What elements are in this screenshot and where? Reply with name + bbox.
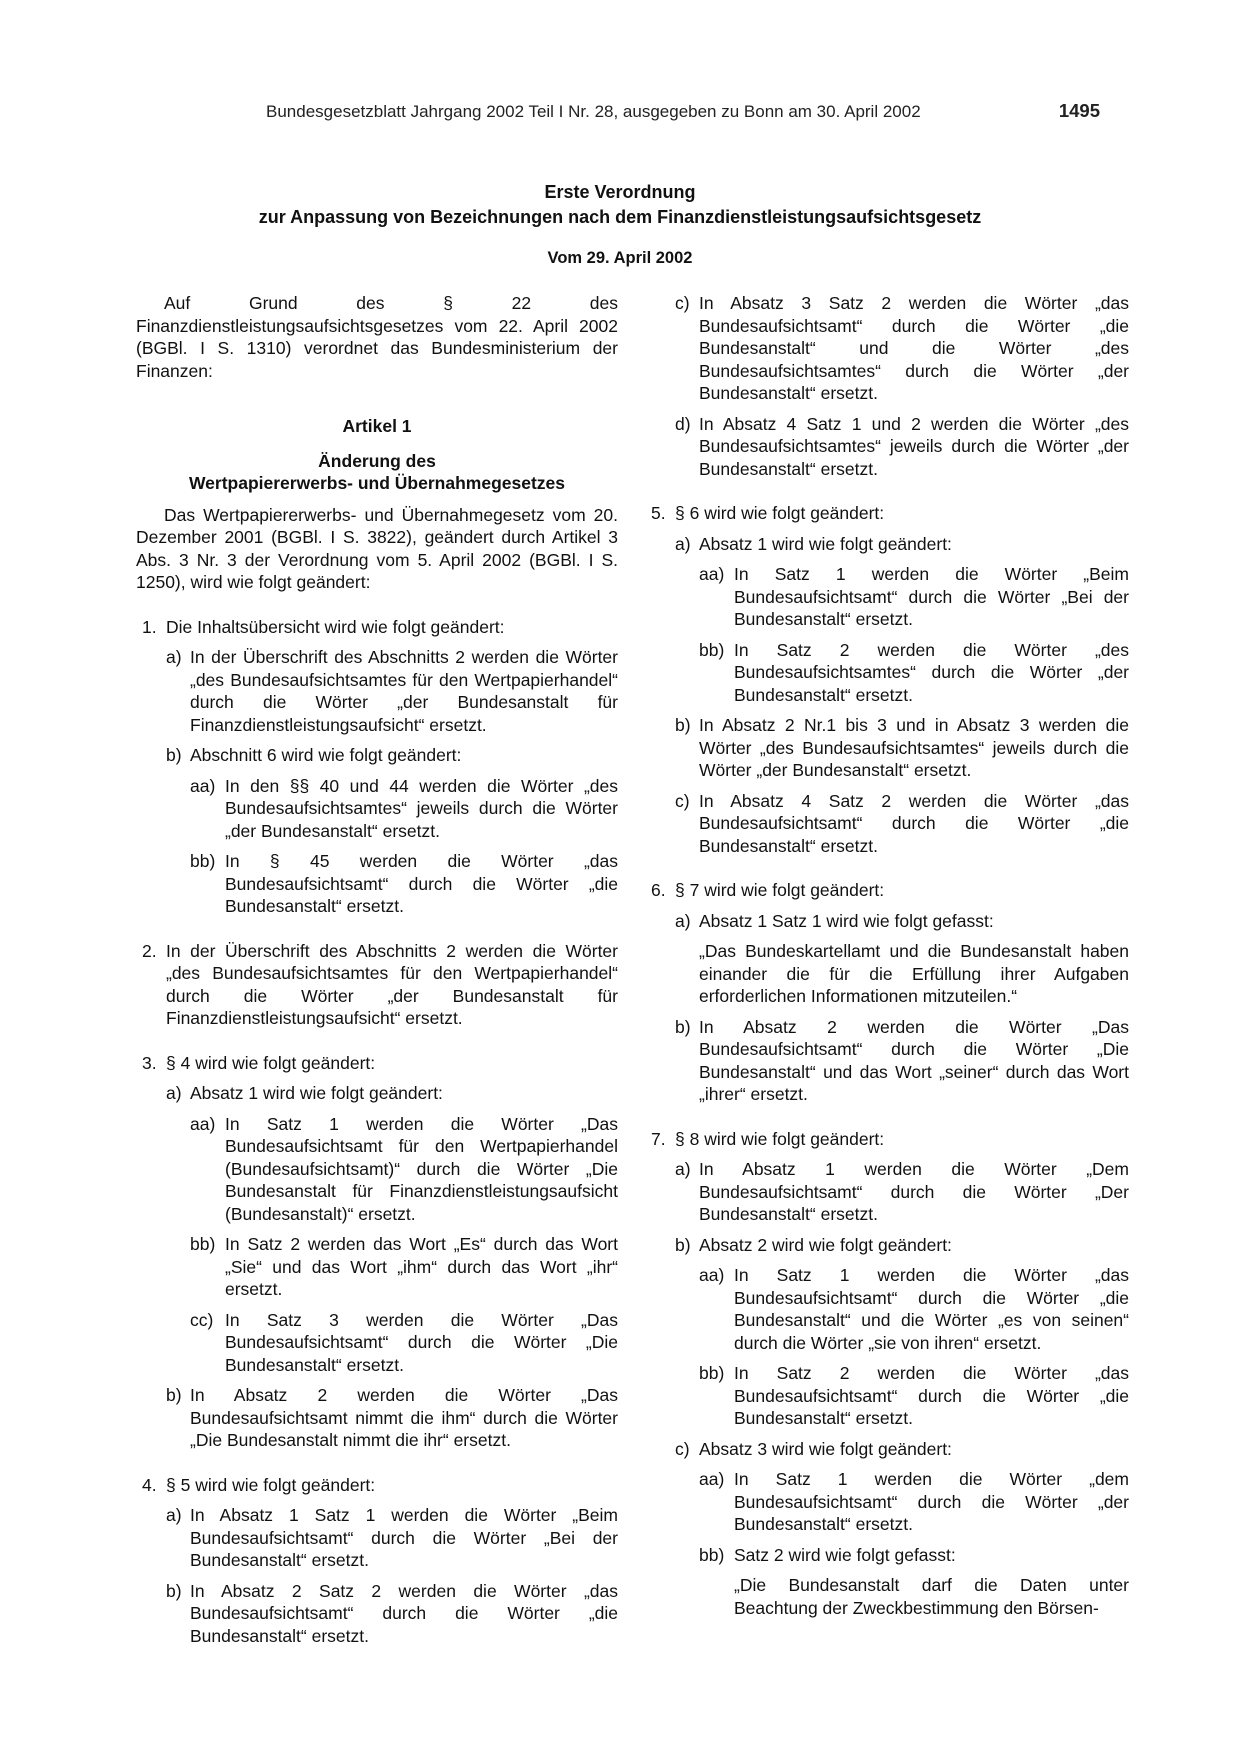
right-column (645, 292, 1129, 1619)
list-item-text: In Satz 2 werden das Wort „Es“ durch das Wort „Sie“ und das Wort „ihm“ durch das Wort „ihr“ ersetzt. (225, 1234, 618, 1299)
list-item (136, 744, 618, 767)
list-item-text: In der Überschrift des Abschnitts 2 werden die Wörter „des Bundesaufsichtsamtes für den Wertpapierhandel“ durch die Wörter „der Bundesanstalt für Finanzdienstleistungsaufsicht“ ersetzt. (166, 940, 618, 1028)
list-item-label: a) (675, 1159, 691, 1179)
list-item-label: bb) (699, 1544, 725, 1565)
article-subheading (136, 450, 618, 495)
list-item-text: Absatz 2 wird wie folgt geändert: (699, 1234, 952, 1255)
article-intro: Das Wertpapiererwerbs- und Übernahmegesetz vom 20. Dezember 2001 (BGBl. I S. 3822), geändert durch Artikel 3 Abs. 3 Nr. 3 der Verordnung vom 5. April 2002 (BGBl. I S. 1250), wird wie folgt geändert: (136, 504, 618, 592)
list-item-label: 3. (142, 1052, 157, 1073)
list-item (136, 616, 618, 639)
list-item (645, 1438, 1129, 1461)
list-item-label: b) (166, 1385, 182, 1405)
list-item (645, 1362, 1129, 1430)
list-item (645, 413, 1129, 481)
list-item (136, 1504, 618, 1572)
list-item-text: In Satz 1 werden die Wörter „dem Bundesaufsichtsamt“ durch die Wörter „der Bundesanstalt“ ersetzt. (734, 1469, 1129, 1534)
list-item (645, 1128, 1129, 1151)
list-item (645, 879, 1129, 902)
article-subheading-line1: Änderung des (318, 450, 436, 471)
list-item-label: bb) (190, 851, 216, 871)
list-item-text: In Absatz 1 Satz 1 werden die Wörter „Beim Bundesaufsichtsamt“ durch die Wörter „Bei der Bundesanstalt“ ersetzt. (190, 1505, 618, 1570)
list-item-label: b) (675, 1234, 691, 1255)
list-item-text: Absatz 1 wird wie folgt geändert: (699, 533, 952, 554)
list-item (136, 646, 618, 736)
list-item-text: In Absatz 2 Nr.1 bis 3 und in Absatz 3 werden die Wörter „des Bundesaufsichtsamtes“ jeweils durch die Wörter „der Bundesanstalt“ ersetzt. (699, 715, 1129, 780)
running-title: Bundesgesetzblatt Jahrgang 2002 Teil I Nr. 28, ausgegeben zu Bonn am 30. April 2002 (266, 102, 921, 121)
list-item (645, 533, 1129, 556)
list-item-label: 6. (651, 880, 666, 900)
list-item-text: In Absatz 1 werden die Wörter „Dem Bundesaufsichtsamt“ durch die Wörter „Der Bundesanstalt“ ersetzt. (699, 1159, 1129, 1224)
preamble: Auf Grund des § 22 des Finanzdienstleistungsaufsichtsgesetzes vom 22. April 2002 (BGBl. I S. 1310) verordnet das Bundesministerium der Finanzen: (136, 293, 618, 381)
list-item-label: aa) (699, 1469, 725, 1489)
list-item (645, 1158, 1129, 1226)
list-item-label: a) (166, 1083, 182, 1103)
list-item-label: b) (675, 1016, 691, 1037)
list-item-label: 1. (142, 616, 157, 637)
left-column (136, 292, 618, 1647)
list-item-label: bb) (699, 1363, 725, 1383)
list-item-text: In Absatz 3 Satz 2 werden die Wörter „das Bundesaufsichtsamt“ durch die Wörter „die Bundesanstalt“ und die Wörter „des Bundesaufsichtsamtes“ durch die Wörter „der Bundesanstalt“ ersetzt. (699, 293, 1129, 403)
list-item (645, 563, 1129, 631)
list-item (136, 1233, 618, 1301)
list-item-text: In Satz 1 werden die Wörter „das Bundesaufsichtsamt“ durch die Wörter „die Bundesanstalt“ und die Wörter „es von seinen“ durch die Wörter „sie von ihren“ ersetzt. (734, 1265, 1129, 1353)
list-item (136, 1384, 618, 1452)
list-item-text: Abschnitt 6 wird wie folgt geändert: (190, 745, 462, 765)
list-item (645, 1264, 1129, 1354)
list-item-label: bb) (190, 1234, 216, 1254)
list-item-text: In Satz 1 werden die Wörter „Beim Bundesaufsichtsamt“ durch die Wörter „Bei der Bundesanstalt“ ersetzt. (734, 564, 1129, 629)
list-item-text: In Absatz 2 werden die Wörter „Das Bundesaufsichtsamt“ durch die Wörter „Die Bundesanstalt“ und das Wort „seiner“ durch das Wort „ihrer“ ersetzt. (699, 1016, 1129, 1104)
list-item-text: Absatz 3 wird wie folgt geändert: (699, 1438, 952, 1459)
list-item-label: b) (675, 715, 691, 735)
list-item-label: a) (166, 647, 182, 667)
list-item-text: In Absatz 4 Satz 1 und 2 werden die Wörter „des Bundesaufsichtsamtes“ jeweils durch die Wörter „der Bundesanstalt“ ersetzt. (699, 413, 1129, 479)
list-item (136, 1580, 618, 1648)
list-item-text: § 4 wird wie folgt geändert: (166, 1052, 376, 1073)
list-item-label: aa) (190, 775, 216, 796)
list-item (136, 1052, 618, 1075)
list-item-text: In Absatz 2 Satz 2 werden die Wörter „das Bundesaufsichtsamt“ durch die Wörter „die Bundesanstalt“ ersetzt. (190, 1580, 618, 1646)
list-item (136, 850, 618, 918)
list-item-text: In den §§ 40 und 44 werden die Wörter „des Bundesaufsichtsamtes“ jeweils durch die Wörter „der Bundesanstalt“ ersetzt. (225, 775, 618, 841)
list-item-text: Satz 2 wird wie folgt gefasst: (734, 1544, 956, 1565)
list-item-label: a) (675, 533, 691, 554)
list-item-text: In der Überschrift des Abschnitts 2 werden die Wörter „des Bundesaufsichtsamtes für den Wertpapierhandel“ durch die Wörter „der Bundesanstalt für Finanzdienstleistungsaufsicht“ ersetzt. (190, 647, 618, 735)
list-item-label: bb) (699, 639, 725, 660)
list-item-text: In Satz 2 werden die Wörter „des Bundesaufsichtsamtes“ durch die Wörter „der Bundesanstalt“ ersetzt. (734, 639, 1129, 705)
list-item (645, 1016, 1129, 1106)
list-item (136, 1474, 618, 1497)
list-item-label: a) (675, 910, 691, 931)
article-subheading-line2: Wertpapiererwerbs- und Übernahmegesetzes (188, 473, 566, 493)
list-item (645, 1544, 1129, 1567)
list-item-label: c) (675, 293, 690, 313)
ordinance-subtitle: zur Anpassung von Bezeichnungen nach dem Finanzdienstleistungsaufsichtsgesetz (258, 207, 982, 227)
list-item (645, 292, 1129, 405)
list-item (645, 790, 1129, 858)
list-item-text: § 5 wird wie folgt geändert: (166, 1474, 376, 1495)
list-item (136, 775, 618, 843)
list-item-text: In § 45 werden die Wörter „das Bundesaufsichtsamt“ durch die Wörter „die Bundesanstalt“ ersetzt. (225, 851, 618, 916)
list-item (645, 910, 1129, 933)
list-item (136, 1082, 618, 1105)
list-item-label: c) (675, 1438, 690, 1459)
title-block (150, 180, 1090, 269)
quoted-text: „Die Bundesanstalt darf die Daten unter Beachtung der Zweckbestimmung den Börsen- (734, 1575, 1129, 1618)
list-item (136, 1113, 618, 1226)
list-item-text: In Satz 2 werden die Wörter „das Bundesaufsichtsamt“ durch die Wörter „die Bundesanstalt“ ersetzt. (734, 1363, 1129, 1428)
list-item (136, 1309, 618, 1377)
list-item-text: In Satz 1 werden die Wörter „Das Bundesaufsichtsamt für den Wertpapierhandel (Bundesaufsichtsamt)“ durch die Wörter „Die Bundesanstalt für Finanzdienstleistungsaufsicht (Bundesanstalt)“ ersetzt. (225, 1113, 618, 1224)
list-item (645, 714, 1129, 782)
article-heading: Artikel 1 (342, 416, 412, 436)
list-item-text: In Absatz 2 werden die Wörter „Das Bundesaufsichtsamt nimmt die ihm“ durch die Wörter „Die Bundesanstalt nimmt die ihr“ ersetzt. (190, 1385, 618, 1450)
list-item (136, 940, 618, 1030)
list-item-label: 5. (651, 503, 666, 523)
list-item (645, 502, 1129, 525)
list-item (645, 1234, 1129, 1257)
quoted-text: „Das Bundeskartellamt und die Bundesanstalt haben einander die für die Erfüllung ihrer Aufgaben erforderlichen Informationen mitzuteilen.“ (699, 941, 1129, 1006)
list-item-label: 4. (142, 1474, 157, 1495)
list-item-text: § 8 wird wie folgt geändert: (675, 1128, 885, 1149)
list-item-text: Absatz 1 Satz 1 wird wie folgt gefasst: (699, 910, 994, 931)
list-item (645, 1468, 1129, 1536)
page-number: 1495 (1058, 100, 1100, 121)
list-item-label: 2. (142, 940, 157, 961)
ordinance-title: Erste Verordnung (544, 182, 696, 202)
list-item-label: aa) (190, 1113, 216, 1134)
list-item-label: aa) (699, 564, 725, 584)
list-item-text: In Absatz 4 Satz 2 werden die Wörter „das Bundesaufsichtsamt“ durch die Wörter „die Bundesanstalt“ ersetzt. (699, 790, 1129, 856)
list-item-text: § 7 wird wie folgt geändert: (675, 880, 885, 900)
list-item-label: d) (675, 413, 691, 434)
list-item-label: c) (675, 790, 690, 811)
list-item-text: § 6 wird wie folgt geändert: (675, 503, 885, 523)
list-item-label: aa) (699, 1265, 725, 1285)
list-item-text: In Satz 3 werden die Wörter „Das Bundesaufsichtsamt“ durch die Wörter „Die Bundesanstalt“ ersetzt. (225, 1309, 618, 1375)
list-item-label: cc) (190, 1309, 214, 1330)
list-item-text: Die Inhaltsübersicht wird wie folgt geändert: (166, 616, 505, 637)
list-item-label: a) (166, 1505, 182, 1525)
list-item-text: Absatz 1 wird wie folgt geändert: (190, 1083, 443, 1103)
list-item-label: b) (166, 745, 182, 765)
list-item-label: 7. (651, 1128, 666, 1149)
ordinance-date: Vom 29. April 2002 (547, 249, 693, 267)
list-item-label: b) (166, 1580, 182, 1601)
list-item (645, 639, 1129, 707)
